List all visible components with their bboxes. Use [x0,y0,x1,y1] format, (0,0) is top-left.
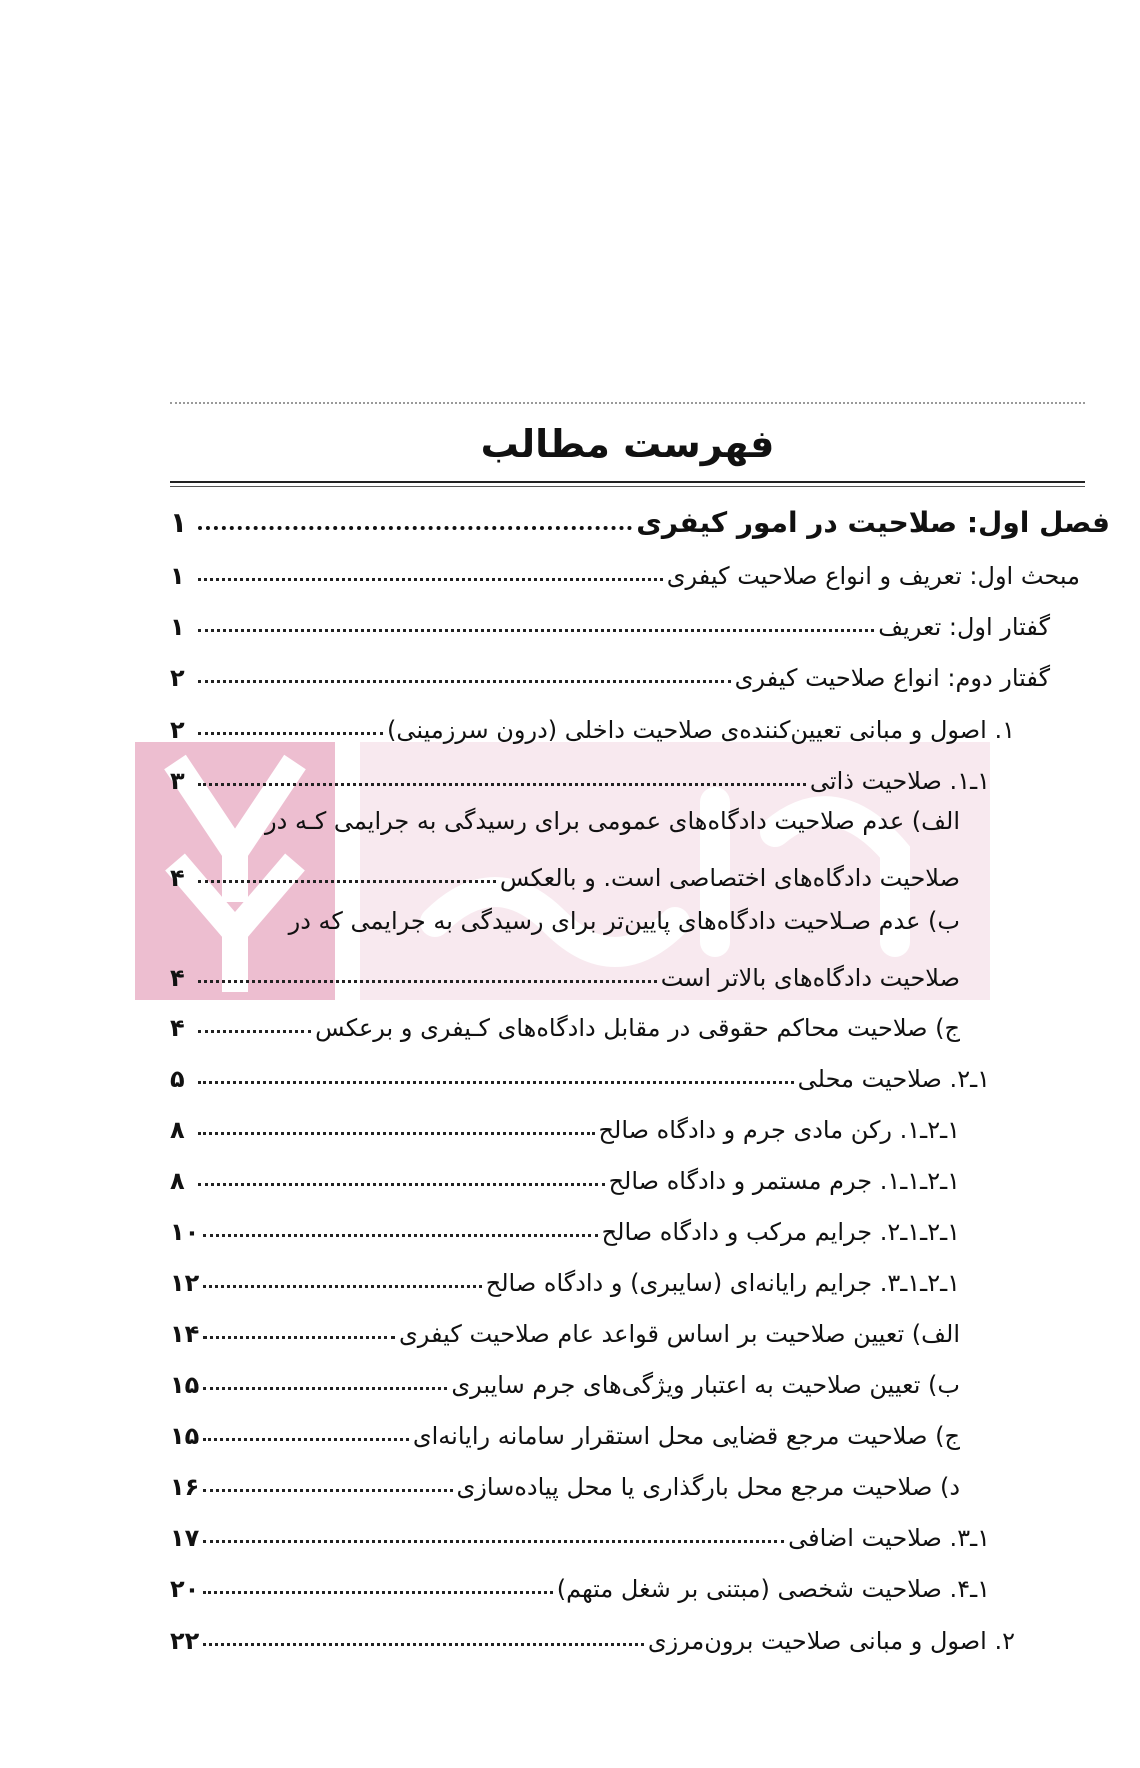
toc-entry-text: گفتار دوم: انواع صلاحیت کیفری [734,664,1050,692]
toc-leader-dots [198,526,632,530]
toc-page-number: ۱ [170,506,188,539]
toc-entry-text: الف) تعیین صلاحیت بر اساس قواعد عام صلاحیت کیفری [398,1320,960,1348]
toc-page-number: ۱۰ [170,1218,200,1246]
toc-page-number: ۵ [170,1065,185,1093]
toc-entry-text: صلاحیت دادگاه‌های بالاتر است [660,964,960,992]
toc-entry-text: د) صلاحیت مرجع محل بارگذاری یا محل پیاده‌سازی [456,1473,960,1501]
toc-entry[interactable] [170,650,1050,692]
toc-entry[interactable] [170,850,960,892]
toc-page-number: ۳ [170,767,185,795]
toc-entry-text: ۱ـ۱. صلاحیت ذاتی [809,767,990,795]
toc-leader-dots [203,1336,395,1339]
toc-entry[interactable] [170,1102,960,1144]
toc-entry-line1: الف) عدم صلاحیت دادگاه‌های عمومی برای رسیدگی به جرایمی کـه در [265,807,960,835]
toc-entry[interactable] [170,1051,990,1093]
toc-entry-text: ۱ـ۲ـ۱. رکن مادی جرم و دادگاه صالح [598,1116,960,1144]
toc-leader-dots [198,732,383,735]
toc-leader-dots [198,1183,605,1186]
toc-entry[interactable] [170,1357,960,1399]
toc-entry-text: ۱. اصول و مبانی تعیین‌کننده‌ی صلاحیت داخلی (درون سرزمینی) [387,716,1015,744]
toc-page-number: ۱۵ [170,1422,200,1450]
toc-page-number: ۲ [170,716,185,744]
toc-page-number: ۴ [170,864,185,892]
toc-leader-dots [203,1285,481,1288]
toc-entry-text: ج) صلاحیت مرجع قضایی محل استقرار سامانه رایانه‌ای [412,1422,960,1450]
toc-page-number: ۲۲ [170,1627,200,1655]
toc-page-number: ۲ [170,664,185,692]
toc-page-number: ۴ [170,964,185,992]
toc-entry[interactable] [170,1153,960,1195]
toc-entry-text: فصل اول: صلاحیت در امور کیفری [636,506,1110,539]
toc-entry[interactable] [170,1204,960,1246]
toc-entry[interactable] [170,1561,990,1603]
toc-entry-text: ب) تعیین صلاحیت به اعتبار ویژگی‌های جرم سایبری [451,1371,960,1399]
toc-entry[interactable] [170,1255,960,1297]
toc-page-number: ۱۷ [170,1524,200,1552]
toc-entry-text: ۱ـ۲ـ۱ـ۳. جرایم رایانه‌ای (سایبری) و دادگاه صالح [485,1269,960,1297]
toc-entry-text: ۱ـ۲. صلاحیت محلی [797,1065,990,1093]
toc-page-number: ۱ [170,613,185,641]
toc-leader-dots [198,629,874,632]
toc-leader-dots [198,680,731,683]
toc-entry-text: ۱ـ۲ـ۱ـ۲. جرایم مرکب و دادگاه صالح [601,1218,960,1246]
toc-leader-dots [203,1591,552,1594]
toc-entry-text: ۱ـ۳. صلاحیت اضافی [788,1524,990,1552]
toc-leader-dots [198,578,663,581]
toc-leader-dots [198,1132,595,1135]
toc-entry[interactable] [170,1613,1015,1655]
toc-entry[interactable] [170,950,960,992]
toc-leader-dots [203,1489,452,1492]
toc-leader-dots [198,980,657,983]
toc-page-number: ۴ [170,1014,185,1042]
toc-page-number: ۱۵ [170,1371,200,1399]
toc-leader-dots [203,1643,644,1646]
toc-leader-dots [198,1081,794,1084]
toc-entry-text: ج) صلاحیت محاکم حقوقی در مقابل دادگاه‌های کـیفری و برعکس [315,1014,960,1042]
toc-page-number: ۱۴ [170,1320,200,1348]
toc-entry[interactable] [170,702,1015,744]
toc-page-number: ۱۶ [170,1473,200,1501]
toc-entry-text: ۱ـ۲ـ۱ـ۱. جرم مستمر و دادگاه صالح [608,1167,960,1195]
toc-entry[interactable] [170,1306,960,1348]
toc-entry[interactable] [170,1459,960,1501]
toc-entry-text: ۱ـ۴. صلاحیت شخصی (مبتنی بر شغل متهم) [556,1575,990,1603]
toc-entry[interactable] [170,1408,960,1450]
toc-entry[interactable] [170,1000,960,1042]
toc-leader-dots [203,1438,409,1441]
toc-page-number: ۱ [170,562,185,590]
toc-entry[interactable] [170,753,990,795]
toc-leader-dots [203,1540,784,1543]
toc-page-number: ۸ [170,1116,185,1144]
toc-page-number: ۲۰ [170,1575,200,1603]
toc-entry-text: مبحث اول: تعریف و انواع صلاحیت کیفری [666,562,1080,590]
toc-entry[interactable] [170,548,1080,590]
toc-leader-dots [198,1030,311,1033]
toc-leader-dots [203,1387,447,1390]
toc-entry-text: گفتار اول: تعریف [878,613,1050,641]
toc-page-number: ۸ [170,1167,185,1195]
toc-entry-text: صلاحیت دادگاه‌های اختصاصی است. و بالعکس [499,864,960,892]
toc-leader-dots [203,1234,597,1237]
toc-entry[interactable] [170,1510,990,1552]
toc-entry-text: ۲. اصول و مبانی صلاحیت برون‌مرزی [647,1627,1015,1655]
toc-entry-chapter[interactable] [170,497,1110,539]
toc-leader-dots [198,783,806,786]
toc-leader-dots [198,880,496,883]
page-title: فهرست مطالب [480,422,775,466]
toc-entry-line1: ب) عدم صـلاحیت دادگاه‌های پایین‌تر برای رسیدگی به جرایمی که در [288,907,960,935]
toc-page-number: ۱۲ [170,1269,200,1297]
toc-entry[interactable] [170,599,1050,641]
